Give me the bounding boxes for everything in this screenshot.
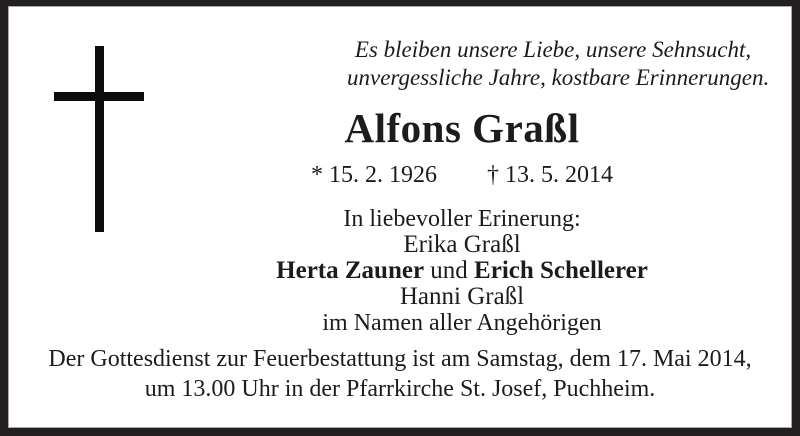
life-dates — [162, 160, 762, 190]
cross-icon — [54, 46, 144, 232]
epigraph — [347, 36, 770, 92]
mourner-name: Erich Schellerer — [474, 257, 648, 284]
mourner-line-1: Erika Graßl — [403, 231, 521, 258]
memorial-closing: im Namen aller Angehörigen — [322, 310, 602, 336]
cross-horizontal-bar — [54, 92, 144, 101]
mourner-line-2 — [162, 258, 762, 284]
memorial-intro: In liebevoller Erinerung: — [343, 206, 581, 232]
deceased-name: Alfons Graßl — [344, 105, 580, 151]
mourner-line-3: Hanni Graßl — [399, 283, 525, 310]
epigraph-line-2: unvergessliche Jahre, kostbare Erinnerungen. — [347, 65, 770, 90]
main-column — [162, 106, 762, 336]
mourner-name: Herta Zauner — [276, 257, 425, 284]
service-line-2: um 13.00 Uhr in der Pfarrkirche St. Josef, Puchheim. — [144, 376, 656, 402]
cross-vertical-bar — [95, 46, 104, 232]
epigraph-line-1: Es bleiben unsere Liebe, unsere Sehnsucht, — [354, 37, 752, 62]
mourner-connector: und — [424, 257, 475, 284]
death-date: † 13. 5. 2014 — [487, 162, 613, 188]
service-line-1: Der Gottesdienst zur Feuerbestattung ist am Samstag, dem 17. Mai 2014, — [48, 346, 752, 372]
service-announcement — [8, 344, 792, 404]
birth-date: * 15. 2. 1926 — [311, 162, 437, 188]
